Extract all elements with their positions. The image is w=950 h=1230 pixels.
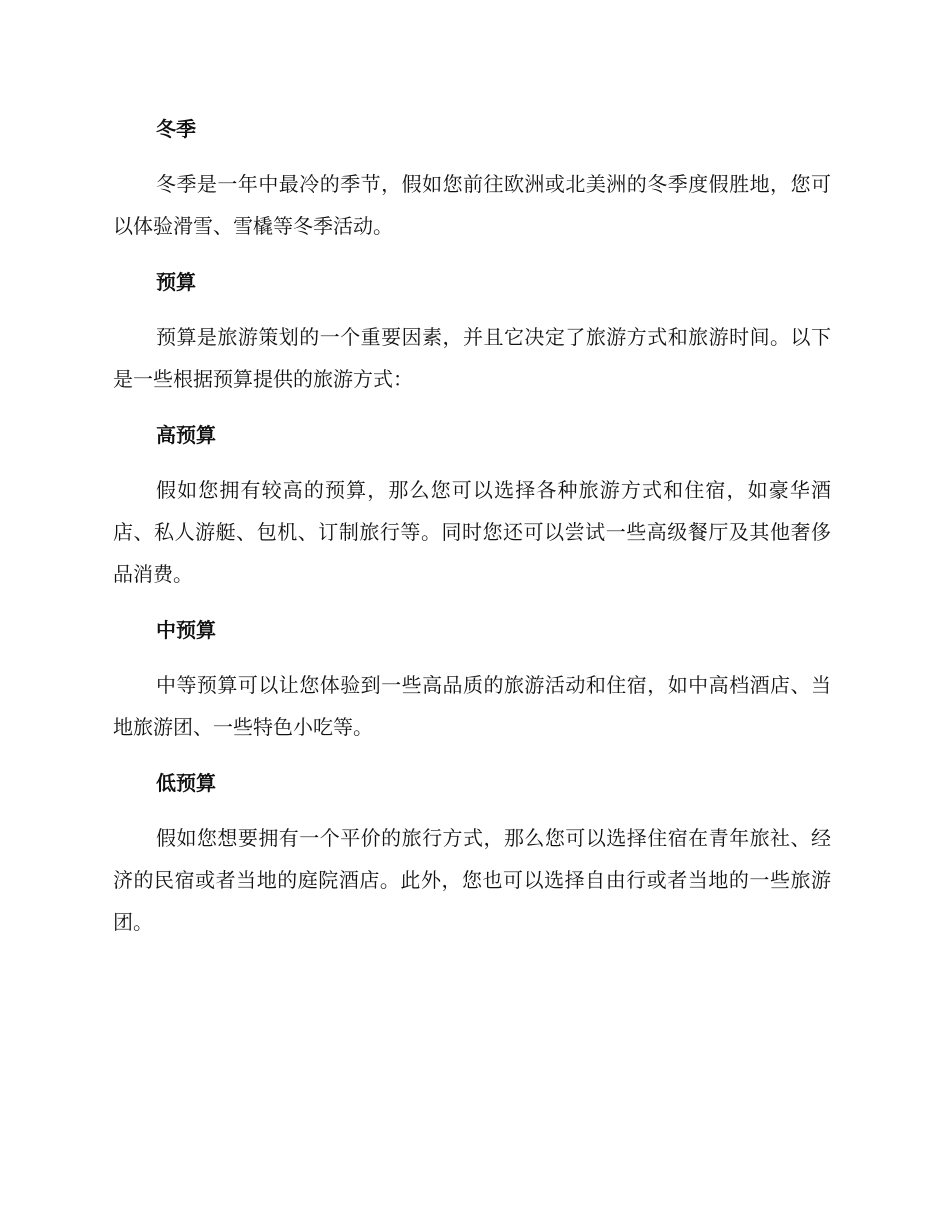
section-heading-high-budget: 高预算 [156,423,216,447]
section-paragraph-budget: 预算是旅游策划的一个重要因素，并且它决定了旅游方式和旅游时间。以下是一些根据预算提供的旅游方式： [113,325,831,391]
section-paragraph-winter: 冬季是一年中最冷的季节，假如您前往欧洲或北美洲的冬季度假胜地，您可以体验滑雪、雪橇等冬季活动。 [113,172,831,238]
section-paragraph-low-budget: 假如您想要拥有一个平价的旅行方式，那么您可以选择住宿在青年旅社、经济的民宿或者当地的庭院酒店。此外，您也可以选择自由行或者当地的一些旅游团。 [113,826,831,934]
section-heading-winter: 冬季 [156,117,196,141]
section-heading-mid-budget: 中预算 [156,618,216,642]
section-heading-budget: 预算 [156,270,196,294]
section-heading-low-budget: 低预算 [156,771,216,795]
section-paragraph-mid-budget: 中等预算可以让您体验到一些高品质的旅游活动和住宿，如中高档酒店、当地旅游团、一些特色小吃等。 [113,673,831,739]
section-paragraph-high-budget: 假如您拥有较高的预算，那么您可以选择各种旅游方式和住宿，如豪华酒店、私人游艇、包机、订制旅行等。同时您还可以尝试一些高级餐厅及其他奢侈品消费。 [113,478,831,586]
document-content [113,112,831,943]
